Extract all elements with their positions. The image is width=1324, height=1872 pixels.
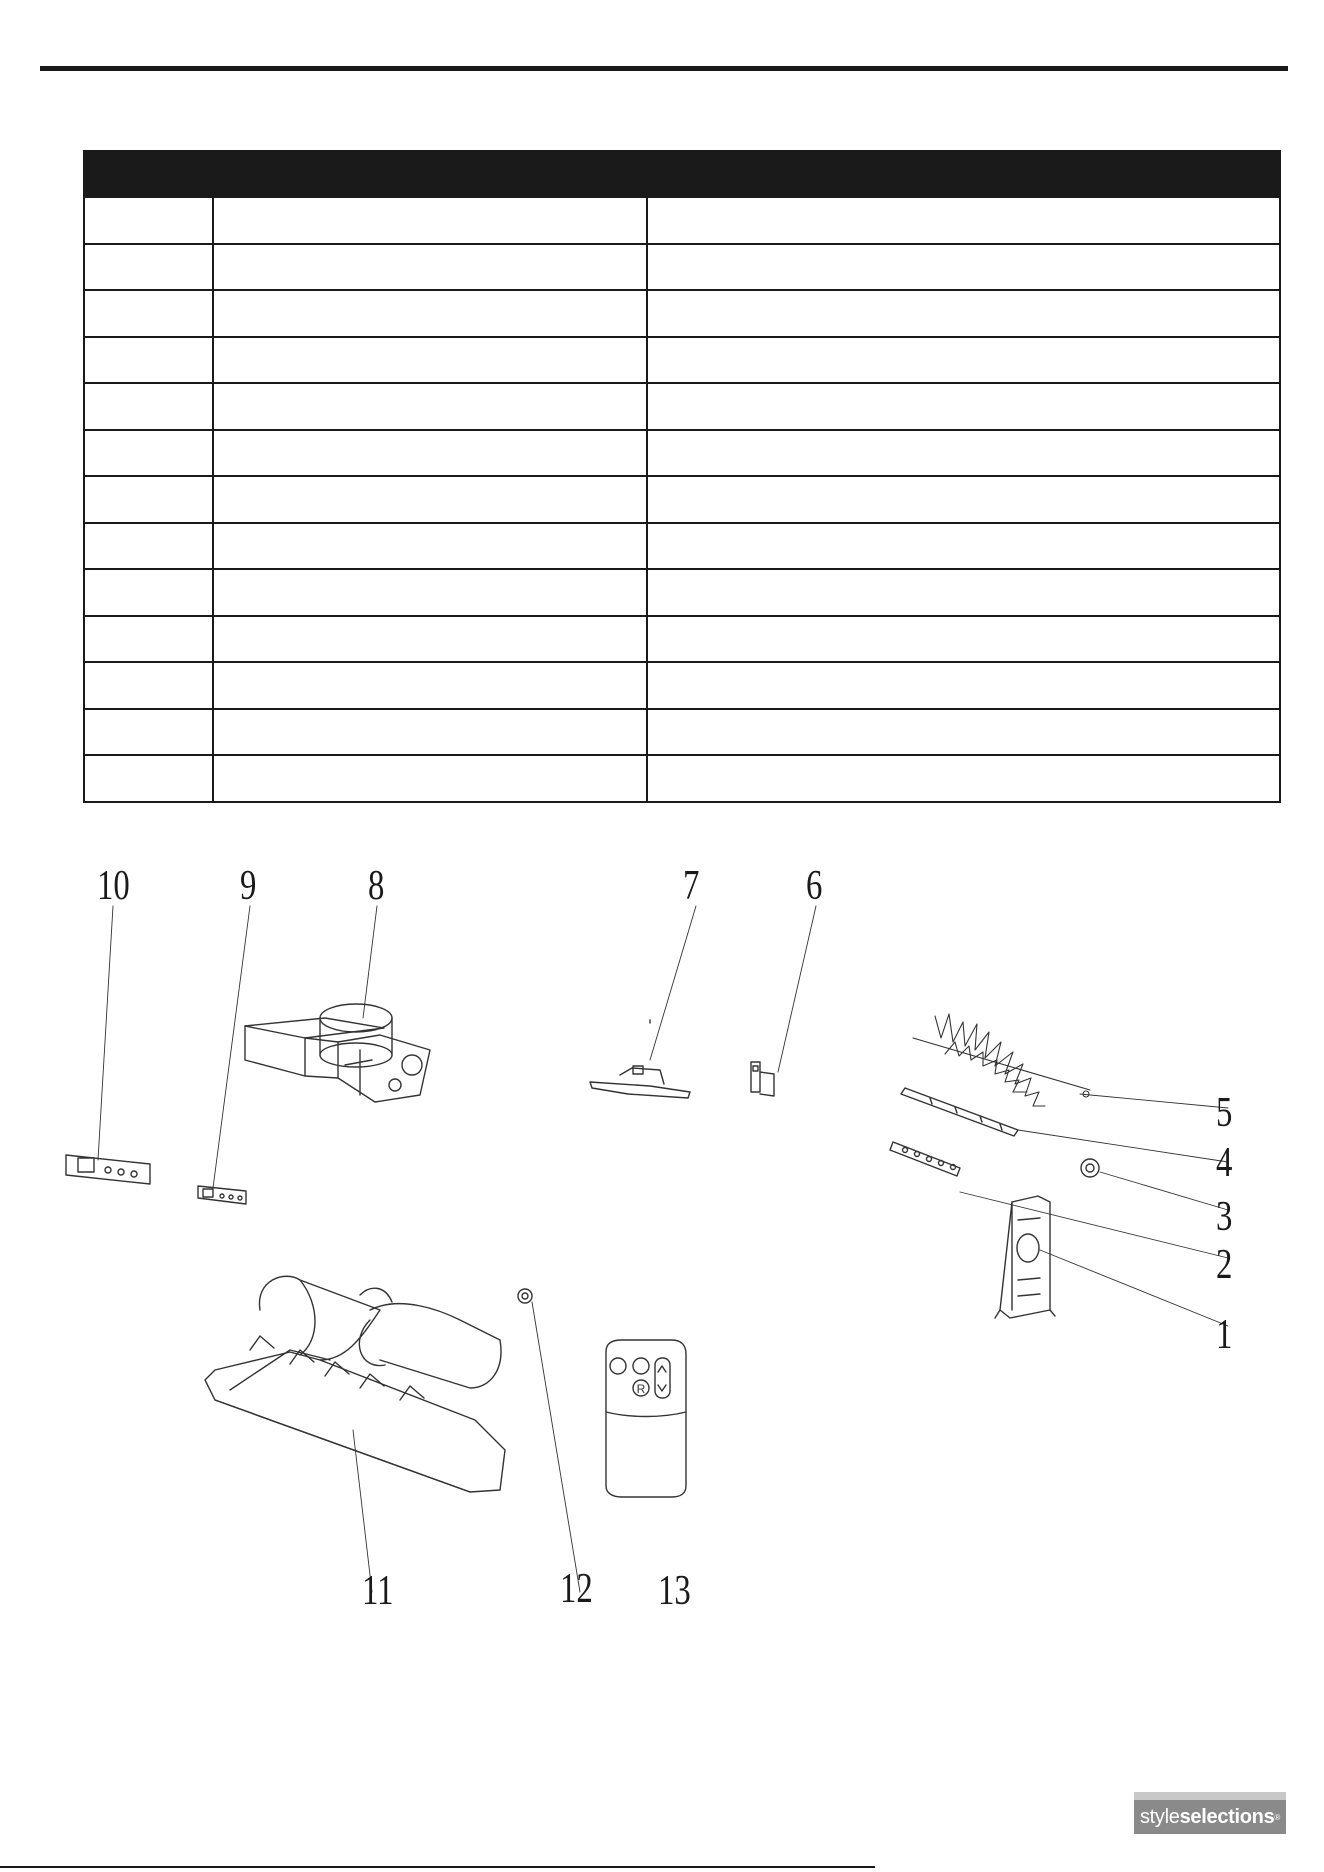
leader-lines <box>98 906 1228 1592</box>
r-button-label: R <box>636 1382 646 1396</box>
callout-5: 5 <box>1216 1090 1233 1136</box>
flame-icon <box>633 1358 649 1374</box>
table-row <box>84 476 1280 523</box>
registered-mark: ® <box>1274 1812 1281 1822</box>
callout-2: 2 <box>1216 1242 1233 1288</box>
power-icon <box>610 1358 626 1374</box>
remote-control-part <box>606 1340 686 1497</box>
brand-logo <box>1134 1792 1286 1834</box>
bottom-rule <box>0 1866 875 1868</box>
nut-part <box>1081 1159 1099 1177</box>
table-row <box>84 430 1280 477</box>
bracket-part <box>751 1062 774 1096</box>
exploded-parts-diagram <box>0 840 1324 1620</box>
table-row <box>84 616 1280 663</box>
callout-3: 3 <box>1216 1194 1233 1240</box>
table-row <box>84 244 1280 291</box>
callout-4: 4 <box>1216 1140 1233 1186</box>
table-row <box>84 383 1280 430</box>
callout-13: 13 <box>658 1568 691 1614</box>
top-rule <box>40 66 1288 71</box>
callout-1: 1 <box>1216 1312 1233 1358</box>
up-down-rocker-icon <box>655 1358 670 1398</box>
callout-10: 10 <box>97 863 130 909</box>
callout-9: 9 <box>240 863 257 909</box>
table-header-row <box>84 151 1280 197</box>
brand-part-selections: selections <box>1179 1805 1275 1828</box>
long-strip-part <box>901 1088 1018 1136</box>
control-board-part <box>66 1155 150 1184</box>
table-row <box>84 569 1280 616</box>
callout-7: 7 <box>683 863 700 909</box>
heater-blower-part <box>245 1004 430 1102</box>
table-row <box>84 290 1280 337</box>
brand-part-style: style <box>1139 1805 1180 1828</box>
motor-stand-part <box>995 1196 1055 1318</box>
log-set-part <box>205 1276 505 1492</box>
table-row <box>84 709 1280 756</box>
ember-strip-part <box>913 1014 1090 1106</box>
table-row <box>84 755 1280 802</box>
header-cell-description <box>213 151 647 197</box>
callout-6: 6 <box>806 863 823 909</box>
flame-board-part <box>590 1020 690 1098</box>
table-row <box>84 662 1280 709</box>
exploded-view-drawing <box>0 840 1324 1620</box>
header-cell-part-number <box>647 151 1280 197</box>
table-row <box>84 197 1280 244</box>
callout-11: 11 <box>362 1568 394 1614</box>
table-row <box>84 337 1280 384</box>
callout-12: 12 <box>560 1566 593 1612</box>
parts-table <box>83 150 1281 803</box>
table-row <box>84 523 1280 570</box>
switch-panel-part <box>198 1186 246 1204</box>
small-nut-part <box>518 1289 532 1303</box>
led-strip-part <box>890 1142 960 1176</box>
callout-8: 8 <box>368 863 385 909</box>
header-cell-no <box>84 151 213 197</box>
